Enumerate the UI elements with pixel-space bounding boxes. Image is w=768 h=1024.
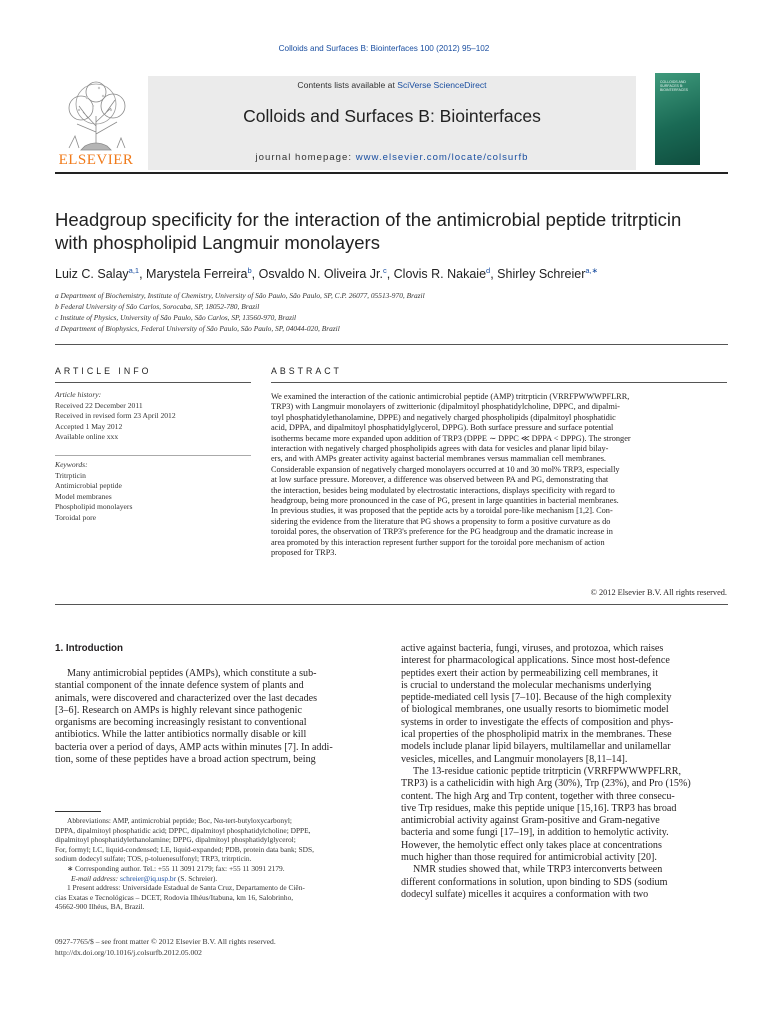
abstract-text (271, 392, 727, 559)
body-line: bacteria and some fungi [17–19], in addition to hemolytic activity. (401, 827, 669, 839)
body-line: vesicles, micelles, and Langmuir monolayers [8,11–14]. (401, 753, 628, 765)
running-head[interactable]: Colloids and Surfaces B: Biointerfaces 100 (2012) 95–102 (278, 44, 490, 53)
journal-title: Colloids and Surfaces B: Biointerfaces (243, 106, 541, 126)
author-list: Luiz C. Salay$^{a,1}$, Marystela Ferreira$^b$, Osvaldo N. Oliveira Jr.$^c$, Clovis R. Nakaie$^d$, Shirley Schreier$^{a,∗}$ (55, 266, 598, 282)
email-suffix: (S. Schreier). (176, 873, 218, 883)
author-name: Marystela Ferreira (146, 267, 248, 282)
body-line: peptides exert their action by permeabilizing cell membranes, it (401, 667, 659, 679)
keyword: Tritrpticin (55, 470, 86, 480)
author-affil-mark[interactable]: a,1 (128, 266, 140, 275)
abbreviations-line: DPPA, dipalmitoyl phosphatidic acid; DPPC, dipalmitoyl phosphatidylcholine; DPPE, (55, 825, 311, 835)
body-line: active against bacteria, fungi, viruses, and protozoa, which raises (401, 643, 664, 654)
abbreviations-line: For, formyl; LC, liquid-condensed; LE, liquid-expanded; PDB, protein data bank; SDS, (55, 844, 314, 854)
email-label: E-mail address: (71, 873, 119, 883)
present-address-line: 1 Present address: Universidade Estadual de Santa Cruz, Departamento de Ciên- (67, 883, 305, 893)
author-name: Osvaldo N. Oliveira Jr. (258, 267, 383, 282)
publisher-wordmark: ELSEVIER (58, 152, 134, 168)
abbreviations-line: Abbreviations: AMP, antimicrobial peptide; Boc, Nα-tert-butyloxycarbonyl; (67, 816, 292, 825)
affiliation: b Federal University of São Carlos, Sorocaba, SP, 18052-780, Brazil (55, 302, 260, 311)
body-line: animals, were discovered and characterized over the last decades (55, 692, 318, 704)
body-line: models include planar lipid bilayers, multilamellar and unilamellar (401, 741, 671, 753)
body-line: TRP3) is a cathelicidin with high Arg (30%), Trp (23%), and Pro (15%) (401, 778, 691, 790)
body-line: much higher than those required for antimicrobial activity [20]. (401, 852, 657, 864)
present-address-line: cias Exatas e Tecnológicas – DCET, Rodovia Ilhéus/Itabuna, km 16, Salobrinho, (55, 892, 294, 902)
author-affil-mark[interactable]: d (486, 266, 491, 275)
abstract-line: ers, and with AMPs greater activity against bacterial membranes versus mammalian cell membranes. (271, 454, 606, 464)
present-address-line: 45662-900 Ilhéus, BA, Brazil. (55, 902, 145, 912)
article-info-rule (55, 382, 251, 383)
article-info-heading: ARTICLE INFO (55, 366, 152, 376)
body-line: systems in order to investigate the effects of composition and phys- (401, 716, 674, 728)
body-line: organisms are becoming increasingly resistant to conventional (55, 717, 307, 729)
history-item: Received in revised form 23 April 2012 (55, 411, 176, 420)
history-item: Accepted 1 May 2012 (55, 421, 123, 431)
body-line: Many antimicrobial peptides (AMPs), which constitute a sub- (67, 668, 317, 679)
history-item: Received 22 December 2011 (55, 400, 143, 410)
keywords-rule (55, 455, 251, 456)
abstract-line: Considerable expansion of negatively charged monolayers occurred at 10 and 30 mol% TRP3, especially (271, 464, 620, 474)
author-name: Luiz C. Salay (55, 267, 129, 282)
author-affil-mark[interactable]: c (382, 266, 387, 275)
keyword: Antimicrobial peptide (55, 481, 122, 490)
abbreviations-line: dipalmitoyl phosphatidylethanolamine; DPPG, dipalmitoyl phosphatidylglycerol; (55, 835, 296, 845)
body-line: interest for pharmacological applications. Since most host-defence (401, 655, 670, 667)
keyword: Toroidal pore (55, 512, 97, 522)
article-title (55, 208, 735, 254)
keywords (55, 460, 251, 523)
body-line: NMR studies showed that, while TRP3 interconverts between (413, 864, 663, 876)
author-name: Shirley Schreier (497, 267, 586, 282)
abstract-line: proposed for TRP3. (271, 548, 337, 558)
affiliation: a Department of Biochemistry, Institute of Chemistry, University of São Paulo, São Paulo, SP, C.P. 26077, 05513-970, Brazil (55, 291, 425, 300)
abbreviations-line: sodium dodecyl sulfate; TOS, p-toluenesulfonyl; TRP3, tritrpticin. (55, 854, 252, 864)
body-line: content. The high Arg and Trp content, together with three consecu- (401, 790, 675, 802)
affiliation: c Institute of Physics, University of São Paulo, São Carlos, SP, 13560-970, Brazil (55, 313, 297, 322)
body-line: peptide-mediated cell lysis [7–10]. Because of the high complexity (401, 692, 672, 704)
cover-title: COLLOIDS AND SURFACES B: BIOINTERFACES (660, 80, 689, 92)
keywords-label: Keywords: (55, 460, 88, 469)
abstract-rule (271, 382, 727, 383)
abstract-line: isotherms became more expanded upon addition of TRP3 (DPPE ∼ DPPC ≪ DPPA < DPPG). The stronger (271, 433, 631, 443)
body-line: The 13-residue cationic peptide tritrpticin (VRRFPWWWPFLRR, (413, 765, 681, 777)
history-item: Available online xxx (55, 432, 119, 441)
body-line: ical properties of the phospholipid matrix in the membranes. These (401, 729, 672, 741)
footnotes (55, 816, 351, 912)
title-line: with phospholipid Langmuir monolayers (55, 232, 380, 253)
abstract-line: toroidal pores, the observation of TRP3's preference for the PG headgroup and the dramatic increase in (271, 527, 613, 537)
masthead-rule (55, 172, 728, 174)
abstract-line: area promoted by this interaction represent further support for the toroidal pore mechanism of action (271, 537, 605, 547)
abstract-line: headgroup, being more pronounced in the case of PG, present in large quantities in bacterial membranes. (271, 496, 619, 506)
title-line: Headgroup specificity for the interaction of the antimicrobial peptide tritrpticin (55, 209, 682, 230)
body-line: different conformations in solution, upon binding to SDS (sodium (401, 876, 668, 888)
body-line: However, the hemolytic effect only takes place at concentrations (401, 839, 662, 851)
abstract-line: toyl phosphatidylethanolamine, DPPE) and negatively charged phospholipids (dipalmitoyl phosphatidic (271, 412, 616, 422)
keyword: Phospholipid monolayers (55, 502, 133, 511)
section-rule (55, 344, 728, 345)
body-line: antibiotics. While the latter antibiotics normally disable or kill (55, 729, 307, 741)
abstract-line: the interaction, besides being modulated by electrostatic interactions, displays specificity with regard to (271, 485, 615, 495)
section-heading: 1. Introduction (55, 643, 124, 654)
contents-prefix: Contents lists available at (297, 80, 398, 90)
article-history (55, 390, 251, 443)
homepage-link[interactable]: www.elsevier.com/locate/colsurfb (355, 152, 529, 163)
contents-line (148, 80, 636, 90)
body-line: bacteria over a period of days, AMP acts within minutes [7]. In addi- (55, 741, 333, 753)
abstract-heading: ABSTRACT (271, 366, 342, 376)
email-link[interactable]: schreier@iq.usp.br (120, 873, 177, 883)
corresponding-author: ∗ Corresponding author. Tel.: +55 11 3091 2179; fax: +55 11 3091 2179. (67, 863, 285, 873)
body-line: dodecyl sulfate) micelles it acquires a conformation with two (401, 888, 649, 900)
copyright-notice: © 2012 Elsevier B.V. All rights reserved. (590, 588, 727, 597)
body-line: is crucial to understand the molecular mechanisms underlying (401, 679, 652, 691)
abstract-line: In previous studies, it was proposed that the peptide acts by a toroidal pore-like mechanism [1,2]. Con- (271, 506, 613, 516)
affiliation: d Department of Biophysics, Federal University of São Paulo, São Paulo, SP, 04044-020, Brazil (55, 324, 340, 333)
abstract-line: TRP3) with Langmuir monolayers of zwitterionic (dipalmitoyl phosphatidylcholine, DPPC, and dipalmi- (271, 402, 620, 412)
footnote-rule (55, 811, 101, 812)
body-line: tive Trp residues, make this peptide unique [15,16]. TRP3 has broad (401, 802, 677, 814)
abstract-line: acid, DPPA, and dipalmitoyl phosphatidylglycerol, DPPG). Both surface pressure and surface potential (271, 423, 614, 433)
author-affil-mark[interactable]: b (247, 266, 252, 275)
body-line: of biological membranes, one usually resorts to biomimetic model (401, 704, 669, 716)
homepage-prefix: journal homepage: (255, 152, 356, 163)
body-column-right (401, 643, 727, 901)
body-column-left (55, 668, 351, 766)
abstract-line: interaction with negatively charged phospholipids agrees with data for vesicles and planar lipid bilay- (271, 444, 609, 454)
body-line: tion, some of these peptides have a broad action spectrum, being (55, 754, 316, 766)
history-label: Article history: (55, 390, 102, 399)
email-line (55, 874, 351, 884)
body-line: [3–6]. Research on AMPs is highly relevant since pathogenic (55, 704, 302, 716)
keyword: Model membranes (55, 491, 112, 501)
abstract-line: We examined the interaction of the cationic antimicrobial peptide (AMP) tritrpticin (VRRFPWWWPFLRR, (271, 392, 630, 401)
abstract-line: at low surface pressure. Moreover, a difference was observed between PA and PG, demonstrating that (271, 475, 609, 485)
author-name: Clovis R. Nakaie (393, 267, 487, 282)
body-line: antimicrobial activity against Gram-positive and Gram-negative (401, 815, 660, 827)
body-line: stantial component of the innate defence system of plants and (55, 680, 304, 692)
sciencedirect-link[interactable]: SciVerse ScienceDirect (397, 80, 487, 90)
issn-line: 0927-7765/$ – see front matter © 2012 Elsevier B.V. All rights reserved. (55, 937, 276, 946)
elsevier-logo (55, 76, 137, 170)
doi-link[interactable]: http://dx.doi.org/10.1016/j.colsurfb.2012.05.002 (55, 948, 202, 957)
abstract-line: sidering the evidence from the literature that PG shows a propensity to form a positive curvature as do (271, 516, 611, 526)
section-rule (55, 604, 728, 605)
author-affil-mark[interactable]: a,∗ (585, 266, 598, 275)
journal-homepage (148, 152, 636, 163)
